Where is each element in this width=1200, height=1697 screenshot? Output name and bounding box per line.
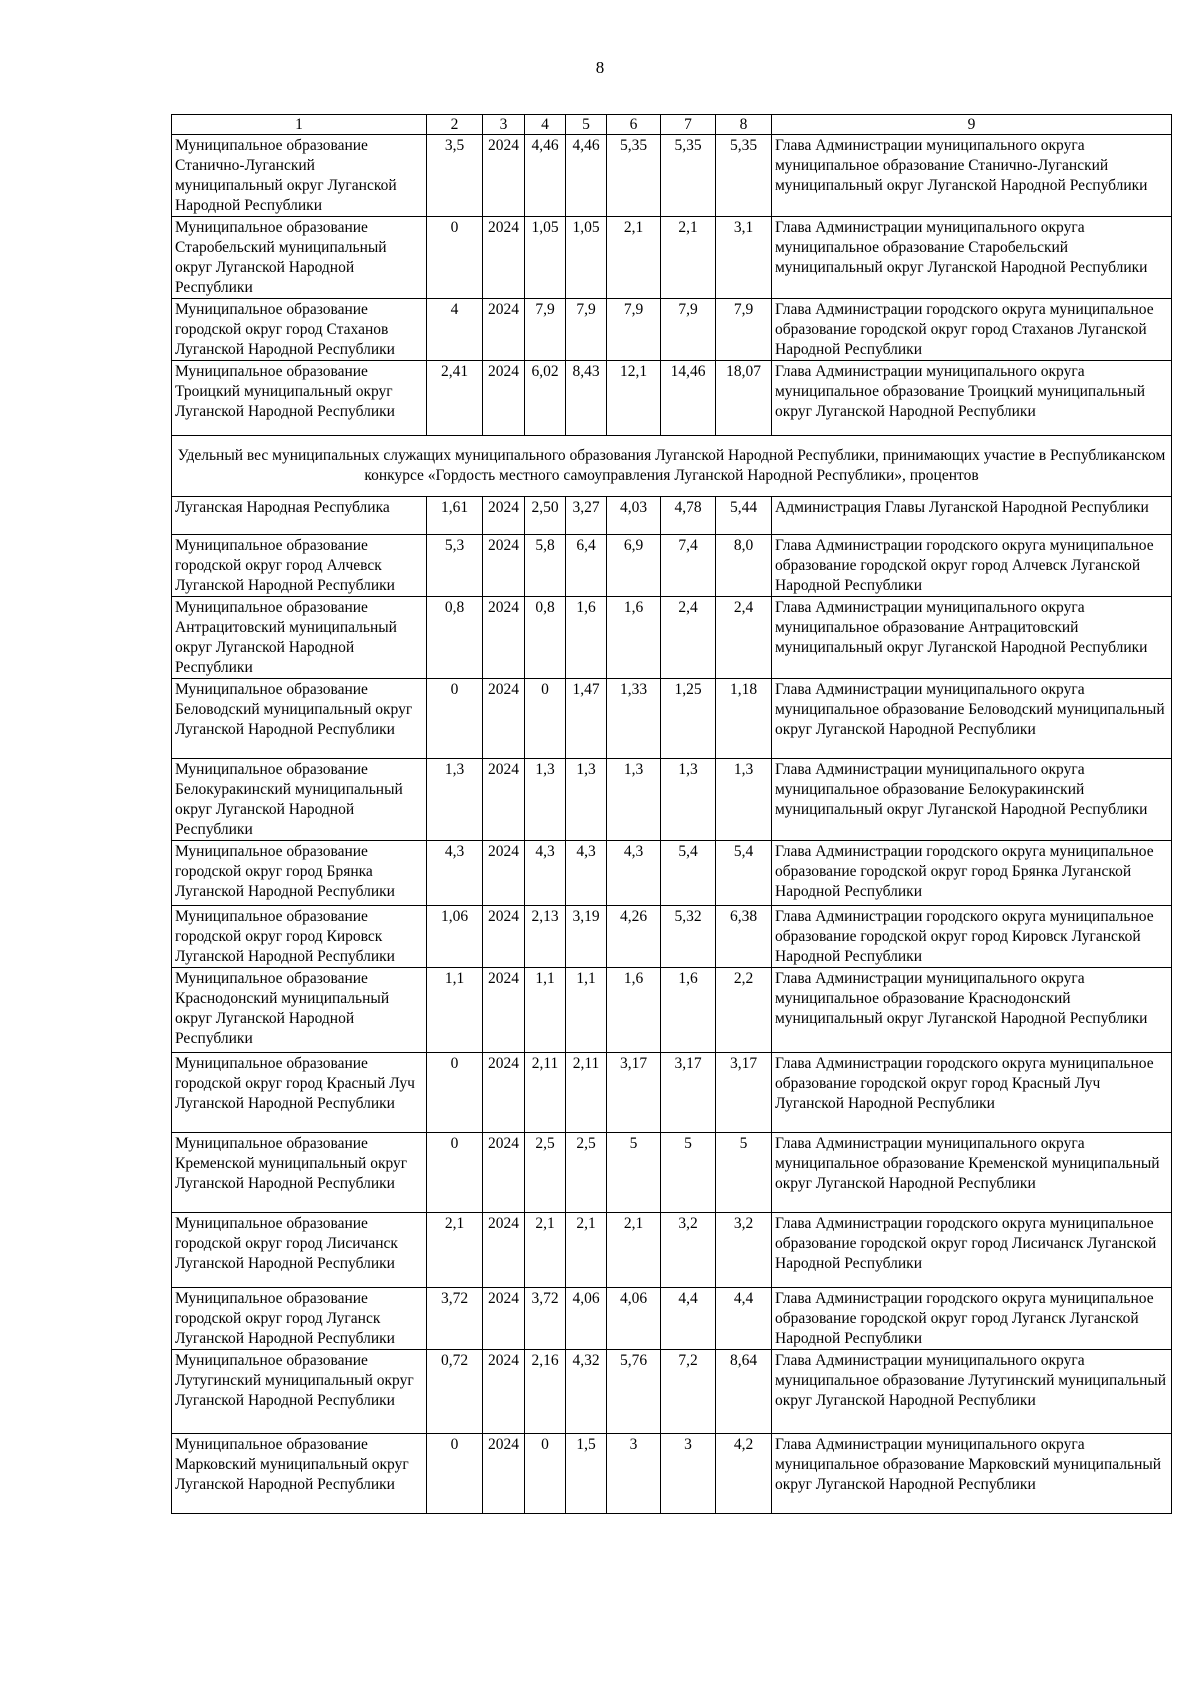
value-cell: 5,8 xyxy=(525,535,566,597)
table-row xyxy=(172,759,1172,841)
value-cell: 2,1 xyxy=(607,1213,661,1288)
value-cell: 2024 xyxy=(483,597,525,679)
municipality-name: Луганская Народная Республика xyxy=(172,497,427,535)
value-cell: 7,4 xyxy=(661,535,716,597)
value-cell: 4,3 xyxy=(525,841,566,906)
value-cell: 2024 xyxy=(483,1133,525,1213)
responsible-executor: Глава Администрации городского округа муниципальное образование городской округ город Алчевск Луганской Народной Республики xyxy=(772,535,1172,597)
value-cell: 2,2 xyxy=(716,968,772,1053)
responsible-executor: Глава Администрации городского округа муниципальное образование городской округ город Брянка Луганской Народной Республики xyxy=(772,841,1172,906)
value-cell: 2024 xyxy=(483,759,525,841)
responsible-executor: Глава Администрации городского округа муниципальное образование городской округ город Красный Луч Луганской Народной Республики xyxy=(772,1053,1172,1133)
value-cell: 4,06 xyxy=(607,1288,661,1350)
municipality-name: Муниципальное образование городской округ город Алчевск Луганской Народной Республики xyxy=(172,535,427,597)
municipality-name: Муниципальное образование городской округ город Брянка Луганской Народной Республики xyxy=(172,841,427,906)
responsible-executor: Глава Администрации муниципального округа муниципальное образование Белокуракинский муниципальный округ Луганской Народной Республики xyxy=(772,759,1172,841)
value-cell: 2024 xyxy=(483,679,525,759)
value-cell: 1,1 xyxy=(566,968,607,1053)
value-cell: 3 xyxy=(661,1434,716,1514)
value-cell: 5,32 xyxy=(661,906,716,968)
responsible-executor: Администрация Главы Луганской Народной Республики xyxy=(772,497,1172,535)
value-cell: 0 xyxy=(427,1133,483,1213)
municipality-name: Муниципальное образование Троицкий муниципальный округ Луганской Народной Республики xyxy=(172,361,427,436)
responsible-executor: Глава Администрации городского округа муниципальное образование городской округ город Луганск Луганской Народной Республики xyxy=(772,1288,1172,1350)
responsible-executor: Глава Администрации муниципального округа муниципальное образование Марковский муниципальный округ Луганской Народной Республики xyxy=(772,1434,1172,1514)
value-cell: 8,64 xyxy=(716,1350,772,1434)
municipality-name: Муниципальное образование Лутугинский муниципальный округ Луганской Народной Республики xyxy=(172,1350,427,1434)
value-cell: 3,19 xyxy=(566,906,607,968)
municipality-name: Муниципальное образование городской округ город Лисичанск Луганской Народной Республики xyxy=(172,1213,427,1288)
value-cell: 5,3 xyxy=(427,535,483,597)
responsible-executor: Глава Администрации муниципального округа муниципальное образование Антрацитовский муниципальный округ Луганской Народной Республики xyxy=(772,597,1172,679)
table-row xyxy=(172,1133,1172,1213)
value-cell: 2024 xyxy=(483,1434,525,1514)
value-cell: 2024 xyxy=(483,1288,525,1350)
value-cell: 3,2 xyxy=(716,1213,772,1288)
value-cell: 2024 xyxy=(483,906,525,968)
indicators-table xyxy=(171,114,1172,1514)
value-cell: 0 xyxy=(525,679,566,759)
value-cell: 2,13 xyxy=(525,906,566,968)
value-cell: 3,1 xyxy=(716,217,772,299)
value-cell: 3,17 xyxy=(607,1053,661,1133)
value-cell: 1,61 xyxy=(427,497,483,535)
value-cell: 2024 xyxy=(483,1213,525,1288)
responsible-executor: Глава Администрации муниципального округа муниципальное образование Троицкий муниципальный округ Луганской Народной Республики xyxy=(772,361,1172,436)
header-cell: 3 xyxy=(483,115,525,135)
value-cell: 2,5 xyxy=(525,1133,566,1213)
value-cell: 1,06 xyxy=(427,906,483,968)
table-row xyxy=(172,361,1172,436)
value-cell: 4,3 xyxy=(607,841,661,906)
table-row xyxy=(172,1213,1172,1288)
value-cell: 4,3 xyxy=(566,841,607,906)
header-cell: 1 xyxy=(172,115,427,135)
table-row xyxy=(172,497,1172,535)
value-cell: 5,35 xyxy=(607,135,661,217)
table-row xyxy=(172,679,1172,759)
value-cell: 5,4 xyxy=(716,841,772,906)
value-cell: 0 xyxy=(525,1434,566,1514)
value-cell: 5,35 xyxy=(716,135,772,217)
value-cell: 1,3 xyxy=(427,759,483,841)
value-cell: 3,27 xyxy=(566,497,607,535)
header-cell: 9 xyxy=(772,115,1172,135)
value-cell: 0,8 xyxy=(525,597,566,679)
value-cell: 1,05 xyxy=(566,217,607,299)
municipality-name: Муниципальное образование Беловодский муниципальный округ Луганской Народной Республики xyxy=(172,679,427,759)
table-row xyxy=(172,906,1172,968)
table-row xyxy=(172,217,1172,299)
value-cell: 4,78 xyxy=(661,497,716,535)
value-cell: 1,3 xyxy=(525,759,566,841)
value-cell: 2024 xyxy=(483,497,525,535)
value-cell: 2,11 xyxy=(566,1053,607,1133)
value-cell: 1,6 xyxy=(661,968,716,1053)
value-cell: 5 xyxy=(716,1133,772,1213)
value-cell: 2,5 xyxy=(566,1133,607,1213)
value-cell: 2024 xyxy=(483,299,525,361)
value-cell: 2,1 xyxy=(661,217,716,299)
value-cell: 8,43 xyxy=(566,361,607,436)
value-cell: 0 xyxy=(427,217,483,299)
value-cell: 1,1 xyxy=(427,968,483,1053)
municipality-name: Муниципальное образование городской округ город Стаханов Луганской Народной Республики xyxy=(172,299,427,361)
value-cell: 4,46 xyxy=(566,135,607,217)
municipality-name: Муниципальное образование Краснодонский муниципальный округ Луганской Народной Республики xyxy=(172,968,427,1053)
value-cell: 1,6 xyxy=(566,597,607,679)
table-row xyxy=(172,1288,1172,1350)
responsible-executor: Глава Администрации муниципального округа муниципальное образование Старобельский муниципальный округ Луганской Народной Республики xyxy=(772,217,1172,299)
value-cell: 5 xyxy=(607,1133,661,1213)
value-cell: 7,9 xyxy=(607,299,661,361)
value-cell: 3,2 xyxy=(661,1213,716,1288)
value-cell: 1,3 xyxy=(566,759,607,841)
value-cell: 4,4 xyxy=(716,1288,772,1350)
header-cell: 5 xyxy=(566,115,607,135)
value-cell: 5,35 xyxy=(661,135,716,217)
header-cell: 4 xyxy=(525,115,566,135)
value-cell: 1,3 xyxy=(716,759,772,841)
value-cell: 5 xyxy=(661,1133,716,1213)
responsible-executor: Глава Администрации муниципального округа муниципальное образование Кременской муниципальный округ Луганской Народной Республики xyxy=(772,1133,1172,1213)
value-cell: 2,1 xyxy=(427,1213,483,1288)
value-cell: 1,05 xyxy=(525,217,566,299)
value-cell: 1,3 xyxy=(661,759,716,841)
table-header-row xyxy=(172,115,1172,135)
section-title: Удельный вес муниципальных служащих муниципального образования Луганской Народной Республики, принимающих участие в Республиканском конкурсе «Гордость местного самоуправления Луганской Народной Республики», процентов xyxy=(172,436,1172,497)
header-cell: 7 xyxy=(661,115,716,135)
header-cell: 2 xyxy=(427,115,483,135)
value-cell: 1,1 xyxy=(525,968,566,1053)
value-cell: 14,46 xyxy=(661,361,716,436)
value-cell: 3,72 xyxy=(427,1288,483,1350)
municipality-name: Муниципальное образование Белокуракинский муниципальный округ Луганской Народной Республики xyxy=(172,759,427,841)
value-cell: 7,9 xyxy=(716,299,772,361)
value-cell: 3,17 xyxy=(661,1053,716,1133)
header-cell: 6 xyxy=(607,115,661,135)
table-row xyxy=(172,535,1172,597)
table-row xyxy=(172,597,1172,679)
value-cell: 0 xyxy=(427,1053,483,1133)
value-cell: 4 xyxy=(427,299,483,361)
responsible-executor: Глава Администрации муниципального округа муниципальное образование Беловодский муниципальный округ Луганской Народной Республики xyxy=(772,679,1172,759)
value-cell: 0,8 xyxy=(427,597,483,679)
value-cell: 2024 xyxy=(483,1053,525,1133)
value-cell: 2,50 xyxy=(525,497,566,535)
value-cell: 4,03 xyxy=(607,497,661,535)
table-row xyxy=(172,1350,1172,1434)
value-cell: 3,5 xyxy=(427,135,483,217)
value-cell: 2,4 xyxy=(661,597,716,679)
municipality-name: Муниципальное образование городской округ город Луганск Луганской Народной Республики xyxy=(172,1288,427,1350)
value-cell: 2024 xyxy=(483,841,525,906)
municipality-name: Муниципальное образование городской округ город Красный Луч Луганской Народной Республики xyxy=(172,1053,427,1133)
header-cell: 8 xyxy=(716,115,772,135)
value-cell: 4,2 xyxy=(716,1434,772,1514)
value-cell: 7,9 xyxy=(661,299,716,361)
responsible-executor: Глава Администрации городского округа муниципальное образование городской округ город Кировск Луганской Народной Республики xyxy=(772,906,1172,968)
value-cell: 8,0 xyxy=(716,535,772,597)
responsible-executor: Глава Администрации муниципального округа муниципальное образование Станично-Луганский муниципальный округ Луганской Народной Республики xyxy=(772,135,1172,217)
responsible-executor: Глава Администрации муниципального округа муниципальное образование Краснодонский муниципальный округ Луганской Народной Республики xyxy=(772,968,1172,1053)
value-cell: 1,6 xyxy=(607,968,661,1053)
value-cell: 2024 xyxy=(483,968,525,1053)
value-cell: 2,11 xyxy=(525,1053,566,1133)
value-cell: 1,5 xyxy=(566,1434,607,1514)
responsible-executor: Глава Администрации городского округа муниципальное образование городской округ город Лисичанск Луганской Народной Республики xyxy=(772,1213,1172,1288)
value-cell: 0,72 xyxy=(427,1350,483,1434)
value-cell: 4,26 xyxy=(607,906,661,968)
value-cell: 2,16 xyxy=(525,1350,566,1434)
value-cell: 6,9 xyxy=(607,535,661,597)
value-cell: 0 xyxy=(427,1434,483,1514)
table-row xyxy=(172,1053,1172,1133)
value-cell: 2024 xyxy=(483,535,525,597)
value-cell: 0 xyxy=(427,679,483,759)
value-cell: 2024 xyxy=(483,135,525,217)
value-cell: 2,1 xyxy=(607,217,661,299)
value-cell: 2,4 xyxy=(716,597,772,679)
value-cell: 1,3 xyxy=(607,759,661,841)
value-cell: 1,47 xyxy=(566,679,607,759)
value-cell: 2024 xyxy=(483,1350,525,1434)
section-row xyxy=(172,436,1172,497)
value-cell: 6,38 xyxy=(716,906,772,968)
value-cell: 6,4 xyxy=(566,535,607,597)
value-cell: 1,33 xyxy=(607,679,661,759)
value-cell: 5,44 xyxy=(716,497,772,535)
value-cell: 2,41 xyxy=(427,361,483,436)
table-row xyxy=(172,968,1172,1053)
municipality-name: Муниципальное образование Старобельский муниципальный округ Луганской Народной Республики xyxy=(172,217,427,299)
value-cell: 4,4 xyxy=(661,1288,716,1350)
value-cell: 3 xyxy=(607,1434,661,1514)
value-cell: 3,72 xyxy=(525,1288,566,1350)
value-cell: 4,3 xyxy=(427,841,483,906)
municipality-name: Муниципальное образование Антрацитовский муниципальный округ Луганской Народной Республики xyxy=(172,597,427,679)
table-row xyxy=(172,299,1172,361)
page-number: 8 xyxy=(595,58,605,77)
value-cell: 6,02 xyxy=(525,361,566,436)
value-cell: 18,07 xyxy=(716,361,772,436)
value-cell: 5,4 xyxy=(661,841,716,906)
value-cell: 7,2 xyxy=(661,1350,716,1434)
value-cell: 1,6 xyxy=(607,597,661,679)
value-cell: 4,46 xyxy=(525,135,566,217)
value-cell: 7,9 xyxy=(566,299,607,361)
responsible-executor: Глава Администрации муниципального округа муниципальное образование Лутугинский муниципальный округ Луганской Народной Республики xyxy=(772,1350,1172,1434)
value-cell: 2,1 xyxy=(525,1213,566,1288)
value-cell: 2024 xyxy=(483,217,525,299)
municipality-name: Муниципальное образование Станично-Луганский муниципальный округ Луганской Народной Республики xyxy=(172,135,427,217)
municipality-name: Муниципальное образование Марковский муниципальный округ Луганской Народной Республики xyxy=(172,1434,427,1514)
value-cell: 5,76 xyxy=(607,1350,661,1434)
municipality-name: Муниципальное образование городской округ город Кировск Луганской Народной Республики xyxy=(172,906,427,968)
value-cell: 12,1 xyxy=(607,361,661,436)
table-row xyxy=(172,1434,1172,1514)
value-cell: 4,06 xyxy=(566,1288,607,1350)
value-cell: 4,32 xyxy=(566,1350,607,1434)
responsible-executor: Глава Администрации городского округа муниципальное образование городской округ город Стаханов Луганской Народной Республики xyxy=(772,299,1172,361)
value-cell: 2,1 xyxy=(566,1213,607,1288)
value-cell: 1,18 xyxy=(716,679,772,759)
value-cell: 3,17 xyxy=(716,1053,772,1133)
value-cell: 2024 xyxy=(483,361,525,436)
municipality-name: Муниципальное образование Кременской муниципальный округ Луганской Народной Республики xyxy=(172,1133,427,1213)
value-cell: 7,9 xyxy=(525,299,566,361)
table-row xyxy=(172,841,1172,906)
table-row xyxy=(172,135,1172,217)
value-cell: 1,25 xyxy=(661,679,716,759)
